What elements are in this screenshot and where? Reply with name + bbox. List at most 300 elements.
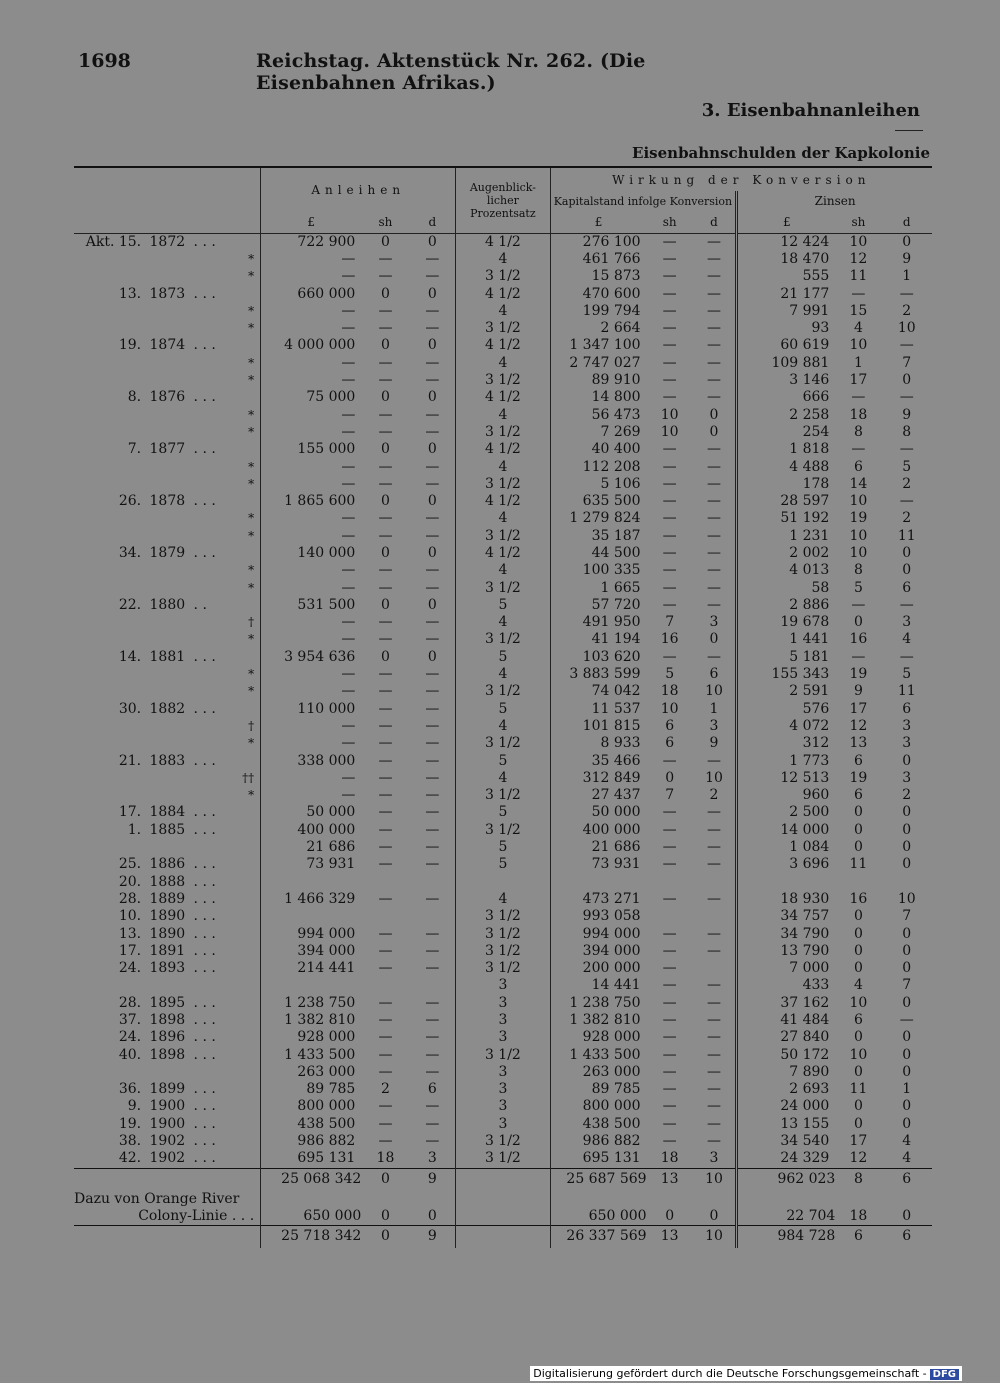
- akt-number-cell: [74, 631, 141, 648]
- total-kapital-d: 10: [693, 1225, 737, 1248]
- zinsen-d-cell: 7: [902, 354, 912, 371]
- anleihen-pound-cell: 695 131: [261, 1150, 362, 1168]
- footnote-mark-cell: [231, 908, 260, 925]
- anleihen-d-cell: —: [425, 1029, 440, 1046]
- prozentsatz-cell: 4: [456, 562, 550, 579]
- zinsen-d-cell: 4: [902, 631, 912, 648]
- kapital-pound-cell: 470 600: [550, 285, 646, 302]
- orange-river-row-label: [74, 1191, 932, 1208]
- kapital-pound-cell: 57 720: [550, 597, 646, 614]
- prozentsatz-cell: 4: [456, 510, 550, 527]
- dots-cell: [194, 579, 232, 596]
- anleihen-d-cell: 0: [427, 285, 437, 302]
- kapital-pound-cell: 89 785: [550, 1081, 646, 1098]
- kapital-pound-cell: 101 815: [550, 718, 646, 735]
- akt-number-cell: [74, 666, 141, 683]
- table-row: [74, 649, 932, 666]
- footnote-mark-cell: [231, 701, 260, 718]
- footnote-mark-cell: *: [248, 407, 255, 422]
- anleihen-pound-cell: —: [261, 424, 362, 441]
- anleihen-pound-cell: —: [261, 666, 362, 683]
- kapital-pound-cell: 1 382 810: [550, 1012, 646, 1029]
- zinsen-sh-cell: 6: [853, 787, 863, 804]
- subtotal-kapital-sh: 13: [647, 1168, 693, 1191]
- anleihen-sh-cell: —: [378, 839, 393, 856]
- year-cell: 1890: [149, 925, 186, 942]
- kapital-d-header: d: [693, 211, 737, 233]
- year-cell: 1885: [149, 821, 186, 838]
- table-row: [74, 943, 932, 960]
- anleihen-d-cell: —: [425, 994, 440, 1011]
- prozentsatz-cell: 5: [456, 649, 550, 666]
- kapital-pound-cell: 14 441: [550, 977, 646, 994]
- anleihen-pound-cell: 140 000: [261, 545, 362, 562]
- zinsen-d-cell: 2: [902, 787, 912, 804]
- kapital-pound-cell: 928 000: [550, 1029, 646, 1046]
- kapital-pound-cell: 15 873: [550, 268, 646, 285]
- page-number: 1698: [78, 50, 131, 72]
- akt-number-cell: [74, 268, 141, 285]
- prozentsatz-cell: 3: [456, 1012, 550, 1029]
- footnote-mark-cell: [231, 960, 260, 977]
- footnote-mark-cell: [231, 839, 260, 856]
- table-row: [74, 528, 932, 545]
- anleihen-d-cell: 3: [427, 1150, 437, 1167]
- anleihen-pound-cell: 1 382 810: [261, 1012, 362, 1029]
- total-zinsen-sh: 6: [835, 1225, 881, 1248]
- dots-cell: . . .: [193, 942, 216, 959]
- footnote-mark-cell: *: [248, 251, 255, 266]
- kapital-pound-cell: 73 931: [550, 856, 646, 873]
- kapital-d-cell: —: [706, 890, 721, 907]
- anleihen-pound-cell: —: [261, 579, 362, 596]
- kapital-pound-cell: 103 620: [550, 649, 646, 666]
- year-cell: 1878: [149, 493, 186, 510]
- anleihen-d-cell: 0: [427, 493, 437, 510]
- zinsen-pound-cell: 433: [737, 977, 836, 994]
- footnote-mark-cell: [231, 285, 260, 302]
- year-cell: 1896: [149, 1029, 186, 1046]
- kapital-pound-cell: 8 933: [550, 735, 646, 752]
- anleihen-sh-cell: —: [378, 302, 393, 319]
- kapital-sh-cell: —: [662, 942, 677, 959]
- anleihen-d-cell: —: [425, 458, 440, 475]
- kapital-sh-cell: —: [662, 233, 677, 250]
- anleihen-pound-cell: 1 466 329: [261, 891, 362, 908]
- kapital-d-cell: —: [706, 1081, 721, 1098]
- zinsen-d-cell: 0: [902, 960, 912, 977]
- anleihen-d-cell: —: [425, 666, 440, 683]
- akt-number-cell: [74, 977, 141, 994]
- zinsen-d-cell: 7: [902, 908, 912, 925]
- akt-number-cell: 13.: [118, 925, 142, 942]
- anleihen-d-cell: 0: [427, 596, 437, 613]
- kapital-d-cell: 2: [709, 787, 719, 804]
- anleihen-sh-cell: —: [378, 527, 393, 544]
- kapital-pound-cell: 50 000: [550, 804, 646, 821]
- anleihen-sh-cell: —: [378, 942, 393, 959]
- footnote-mark-cell: *: [248, 321, 255, 336]
- zinsen-pound-cell: [737, 873, 836, 890]
- table-row: [74, 1098, 932, 1115]
- year-cell: 1893: [149, 960, 186, 977]
- akt-number-cell: 19.: [118, 1115, 142, 1132]
- zinsen-pound-cell: 109 881: [737, 355, 836, 372]
- zinsen-pound-cell: 1 231: [737, 528, 836, 545]
- anleihen-pound-cell: 75 000: [261, 389, 362, 406]
- zinsen-pound-cell: 312: [737, 735, 836, 752]
- akt-number-cell: 34.: [118, 544, 142, 561]
- prozentsatz-cell: 3: [456, 1098, 550, 1115]
- kapital-sh-cell: 5: [665, 666, 675, 683]
- footnote-mark-cell: *: [248, 580, 255, 595]
- footnote-mark-cell: *: [248, 632, 255, 647]
- kapital-d-cell: 10: [705, 769, 723, 786]
- kapital-d-cell: 0: [709, 423, 719, 440]
- zinsen-sh-cell: 6: [853, 1012, 863, 1028]
- prozentsatz-cell: 4 1/2: [456, 441, 550, 458]
- table-row: [74, 285, 932, 302]
- akt-number-cell: 14.: [118, 648, 142, 665]
- akt-number-cell: 42.: [118, 1150, 142, 1167]
- page-header: [78, 50, 758, 94]
- prozentsatz-cell: 3 1/2: [456, 1046, 550, 1063]
- zinsen-d-cell: 7: [902, 977, 912, 994]
- kapital-pound-cell: 461 766: [550, 251, 646, 268]
- zinsen-pound-cell: 666: [737, 389, 836, 406]
- dots-cell: [194, 320, 232, 337]
- footnote-mark-cell: [231, 441, 260, 458]
- anleihen-d-cell: —: [425, 1115, 440, 1132]
- zinsen-pound-cell: 58: [737, 579, 836, 596]
- zinsen-d-cell: —: [899, 337, 914, 354]
- year-cell: [141, 303, 193, 320]
- section-title: 3. Eisenbahnanleihen: [701, 100, 920, 121]
- prozentsatz-cell: 3 1/2: [456, 822, 550, 839]
- dots-cell: . . .: [193, 960, 216, 977]
- akt-number-cell: 24.: [118, 960, 142, 977]
- footnote-mark-cell: *: [248, 667, 255, 682]
- footnote-mark-cell: *: [248, 736, 255, 751]
- kapital-pound-cell: 1 347 100: [550, 337, 646, 354]
- kapital-pound-cell: 800 000: [550, 1098, 646, 1115]
- header-title: Reichstag. Aktenstück Nr. 262. (Die Eisenbahnen Afrikas.): [256, 50, 646, 94]
- dots-cell: . . .: [193, 1081, 216, 1098]
- dots-cell: [194, 631, 232, 648]
- orange-kapital-d: 0: [709, 1207, 719, 1224]
- dots-cell: [194, 424, 232, 441]
- kapital-pound-cell: 312 849: [550, 770, 646, 787]
- footnote-mark-cell: *: [248, 355, 255, 370]
- table-row: [74, 873, 932, 890]
- anleihen-sh-cell: —: [378, 631, 393, 648]
- orange-anleihen-sh: 0: [380, 1207, 390, 1224]
- anleihen-sh-cell: —: [378, 666, 393, 683]
- zinsen-sh-cell: 16: [849, 890, 868, 907]
- kapital-pound-cell: 993 058: [550, 908, 646, 925]
- zinsen-sh-cell: —: [851, 389, 866, 406]
- anleihen-pound-cell: 3 954 636: [261, 649, 362, 666]
- footnote-mark-cell: *: [248, 303, 255, 318]
- anleihen-sh-cell: —: [378, 250, 393, 267]
- akt-number-cell: [74, 251, 141, 268]
- prozentsatz-cell: 4: [456, 458, 550, 475]
- zinsen-d-cell: 8: [902, 423, 912, 440]
- anleihen-sh-cell: —: [378, 510, 393, 527]
- orange-zinsen-pound: 22 704: [737, 1208, 836, 1226]
- table-row: [74, 355, 932, 372]
- zinsen-header: Zinsen: [737, 191, 932, 211]
- prozentsatz-cell: 3 1/2: [456, 424, 550, 441]
- zinsen-sh-cell: [835, 873, 881, 890]
- zinsen-pound-cell: 60 619: [737, 337, 836, 354]
- kapital-sh-cell: —: [662, 475, 677, 492]
- zinsen-pound-cell: 1 773: [737, 752, 836, 769]
- anleihen-pound-cell: —: [261, 631, 362, 648]
- dots-cell: . . .: [193, 1029, 216, 1046]
- akt-number-cell: [74, 579, 141, 596]
- year-cell: [141, 528, 193, 545]
- zinsen-d-header: d: [881, 211, 932, 233]
- zinsen-sh-cell: 0: [853, 839, 863, 856]
- year-cell: 1877: [149, 441, 186, 458]
- kapital-d-cell: —: [706, 752, 721, 769]
- anleihen-pound-cell: 400 000: [261, 822, 362, 839]
- zinsen-sh-cell: 10: [849, 233, 868, 250]
- anleihen-d-cell: —: [425, 614, 440, 631]
- akt-number-cell: 13.: [118, 285, 142, 302]
- footnote-mark-cell: [231, 977, 260, 994]
- anleihen-pound-cell: 986 882: [261, 1133, 362, 1150]
- year-cell: 1879: [149, 544, 186, 561]
- kapital-sh-cell: —: [662, 1081, 677, 1098]
- zinsen-sh-cell: 10: [849, 527, 868, 544]
- akt-number-cell: [74, 528, 141, 545]
- zinsen-pound-cell: 2 693: [737, 1081, 836, 1098]
- kapital-d-cell: 3: [709, 717, 719, 734]
- zinsen-d-cell: —: [899, 596, 914, 613]
- kapital-sh-cell: 0: [665, 769, 675, 786]
- zinsen-sh-cell: 0: [853, 804, 863, 821]
- subtotal-kapital-d: 10: [693, 1168, 737, 1191]
- kapital-pound-cell: 41 194: [550, 631, 646, 648]
- anleihen-pound-cell: 1 433 500: [261, 1046, 362, 1063]
- kapital-sh-cell: 7: [665, 787, 675, 804]
- zinsen-sh-cell: 17: [849, 1133, 868, 1150]
- anleihen-d-cell: —: [425, 354, 440, 371]
- kapital-pound-cell: 2 664: [550, 320, 646, 337]
- footnote-mark-cell: [231, 1116, 260, 1133]
- zinsen-pound-cell: 1 084: [737, 839, 836, 856]
- footnote-mark-cell: [231, 649, 260, 666]
- dots-cell: . . .: [193, 856, 216, 873]
- kapital-d-cell: —: [706, 510, 721, 527]
- akt-number-cell: 28.: [118, 890, 142, 907]
- akt-number-cell: [74, 718, 141, 735]
- zinsen-sh-cell: 0: [853, 1063, 863, 1080]
- anleihen-sh-cell: —: [378, 890, 393, 907]
- table-row: [74, 701, 932, 718]
- zinsen-sh-cell: 11: [849, 856, 868, 873]
- zinsen-sh-cell: 12: [849, 250, 868, 267]
- anleihen-d-cell: —: [425, 787, 440, 804]
- year-cell: 1889: [149, 890, 186, 907]
- anleihen-d-cell: —: [425, 769, 440, 786]
- zinsen-pound-cell: 4 488: [737, 458, 836, 475]
- prozentsatz-cell: 3 1/2: [456, 372, 550, 389]
- zinsen-d-cell: 4: [902, 1150, 912, 1167]
- anleihen-d-cell: 0: [427, 648, 437, 665]
- prozentsatz-cell: 5: [456, 752, 550, 769]
- prozentsatz-cell: 3: [456, 1116, 550, 1133]
- zinsen-sh-cell: 10: [849, 493, 868, 510]
- kapital-pound-cell: 100 335: [550, 562, 646, 579]
- year-cell: [141, 476, 193, 493]
- kapital-d-cell: —: [706, 441, 721, 458]
- zinsen-sh-cell: 0: [853, 925, 863, 942]
- anleihen-d-cell: —: [425, 839, 440, 856]
- zinsen-sh-cell: 13: [849, 735, 868, 752]
- year-cell: 1902: [149, 1150, 186, 1167]
- akt-number-cell: 40.: [118, 1046, 142, 1063]
- zinsen-d-cell: —: [899, 389, 914, 406]
- year-cell: [141, 787, 193, 804]
- table-row: [74, 1029, 932, 1046]
- anleihen-sh-cell: 0: [380, 544, 390, 561]
- kapital-d-cell: —: [706, 856, 721, 873]
- year-cell: 1890: [149, 908, 186, 925]
- kapital-sh-cell: —: [662, 890, 677, 907]
- kapital-d-cell: —: [706, 1029, 721, 1046]
- year-cell: [141, 458, 193, 475]
- kapital-pound-cell: 7 269: [550, 424, 646, 441]
- zinsen-sh-cell: —: [851, 648, 866, 665]
- dots-cell: . . .: [193, 1115, 216, 1132]
- table-row: [74, 1150, 932, 1168]
- kapital-sh-cell: [647, 873, 693, 890]
- year-cell: 1891: [149, 942, 186, 959]
- anleihen-sh-cell: —: [378, 1012, 393, 1028]
- orange-river-row: [74, 1208, 932, 1226]
- prozentsatz-cell: 4 1/2: [456, 493, 550, 510]
- anleihen-sh-cell: 2: [380, 1081, 390, 1098]
- zinsen-sh-cell: 0: [853, 1098, 863, 1115]
- anleihen-d-cell: —: [425, 735, 440, 752]
- table-row: [74, 233, 932, 251]
- dots-cell: . . .: [193, 1098, 216, 1115]
- prozentsatz-cell: 4 1/2: [456, 389, 550, 406]
- anleihen-sh-cell: —: [378, 1029, 393, 1046]
- kapital-d-cell: —: [706, 337, 721, 354]
- kapital-sh-cell: —: [662, 752, 677, 769]
- anleihen-pound-cell: 110 000: [261, 701, 362, 718]
- akt-number-cell: 17.: [118, 804, 142, 821]
- anleihen-d-cell: —: [425, 1063, 440, 1080]
- anleihen-d-cell: —: [425, 1012, 440, 1028]
- anleihen-sh-cell: —: [378, 579, 393, 596]
- footnote-mark-cell: [231, 995, 260, 1012]
- anleihen-pound-cell: —: [261, 770, 362, 787]
- zinsen-pound-cell: 3 146: [737, 372, 836, 389]
- zinsen-d-cell: 0: [902, 1115, 912, 1132]
- zinsen-pound-cell: 50 172: [737, 1046, 836, 1063]
- kapital-sh-header: sh: [647, 211, 693, 233]
- subtotal-anleihen-d: 9: [410, 1168, 456, 1191]
- kapital-d-cell: —: [706, 1012, 721, 1028]
- anleihen-d-header: d: [410, 211, 456, 233]
- akt-number-cell: 22.: [118, 596, 142, 613]
- prozentsatz-cell: 4: [456, 303, 550, 320]
- table-row: [74, 493, 932, 510]
- kapital-pound-cell: 473 271: [550, 891, 646, 908]
- kapital-sh-cell: —: [662, 372, 677, 389]
- anleihen-pound-cell: [261, 908, 362, 925]
- akt-number-cell: Akt. 15.: [85, 233, 142, 250]
- year-cell: 1881: [149, 648, 186, 665]
- total-anleihen-d: 9: [410, 1225, 456, 1248]
- anleihen-d-cell: —: [425, 631, 440, 648]
- zinsen-d-cell: 0: [902, 925, 912, 942]
- kapital-sh-cell: 18: [660, 1150, 679, 1167]
- year-cell: [141, 510, 193, 527]
- anleihen-sh-cell: 0: [380, 648, 390, 665]
- year-cell: 1895: [149, 994, 186, 1011]
- kapital-sh-cell: 18: [660, 683, 679, 700]
- kapital-sh-cell: 6: [665, 717, 675, 734]
- year-cell: 1886: [149, 856, 186, 873]
- anleihen-sh-cell: —: [378, 423, 393, 440]
- table-row: [74, 735, 932, 752]
- orange-river-label-2: Colony-Linie . . .: [138, 1207, 255, 1224]
- footnote-mark-cell: [231, 752, 260, 769]
- anleihen-pound-cell: —: [261, 251, 362, 268]
- zinsen-d-cell: 0: [902, 1046, 912, 1063]
- year-cell: 1900: [149, 1098, 186, 1115]
- akt-number-cell: 7.: [127, 441, 142, 458]
- prozentsatz-header: Augenblick-licher Prozentsatz: [456, 167, 550, 233]
- anleihen-d-cell: —: [425, 821, 440, 838]
- zinsen-d-cell: 2: [902, 302, 912, 319]
- dots-cell: [194, 355, 232, 372]
- year-cell: [141, 770, 193, 787]
- zinsen-d-cell: —: [899, 648, 914, 665]
- akt-number-cell: [74, 787, 141, 804]
- year-cell: 1882: [149, 700, 186, 717]
- anleihen-sh-cell: —: [378, 717, 393, 734]
- anleihen-pound-cell: —: [261, 683, 362, 700]
- anleihen-pound-cell: 263 000: [261, 1064, 362, 1081]
- dots-cell: . .: [193, 596, 207, 613]
- table-row: [74, 614, 932, 631]
- total-anleihen-sh: 0: [361, 1225, 409, 1248]
- zinsen-sh-cell: 0: [853, 1029, 863, 1046]
- anleihen-pound-cell: [261, 977, 362, 994]
- dots-cell: . . .: [193, 925, 216, 942]
- kapital-d-cell: —: [706, 1063, 721, 1080]
- dots-cell: [194, 406, 232, 423]
- prozentsatz-cell: 3 1/2: [456, 528, 550, 545]
- dots-cell: [194, 735, 232, 752]
- prozentsatz-cell: 3: [456, 1081, 550, 1098]
- dots-cell: [194, 770, 232, 787]
- anleihen-d-cell: —: [425, 683, 440, 700]
- zinsen-d-cell: 0: [902, 994, 912, 1011]
- kapital-sh-cell: —: [662, 1098, 677, 1115]
- dots-cell: [194, 510, 232, 527]
- table-row: [74, 804, 932, 821]
- kapital-pound-cell: 3 883 599: [550, 666, 646, 683]
- footnote-mark-cell: *: [248, 528, 255, 543]
